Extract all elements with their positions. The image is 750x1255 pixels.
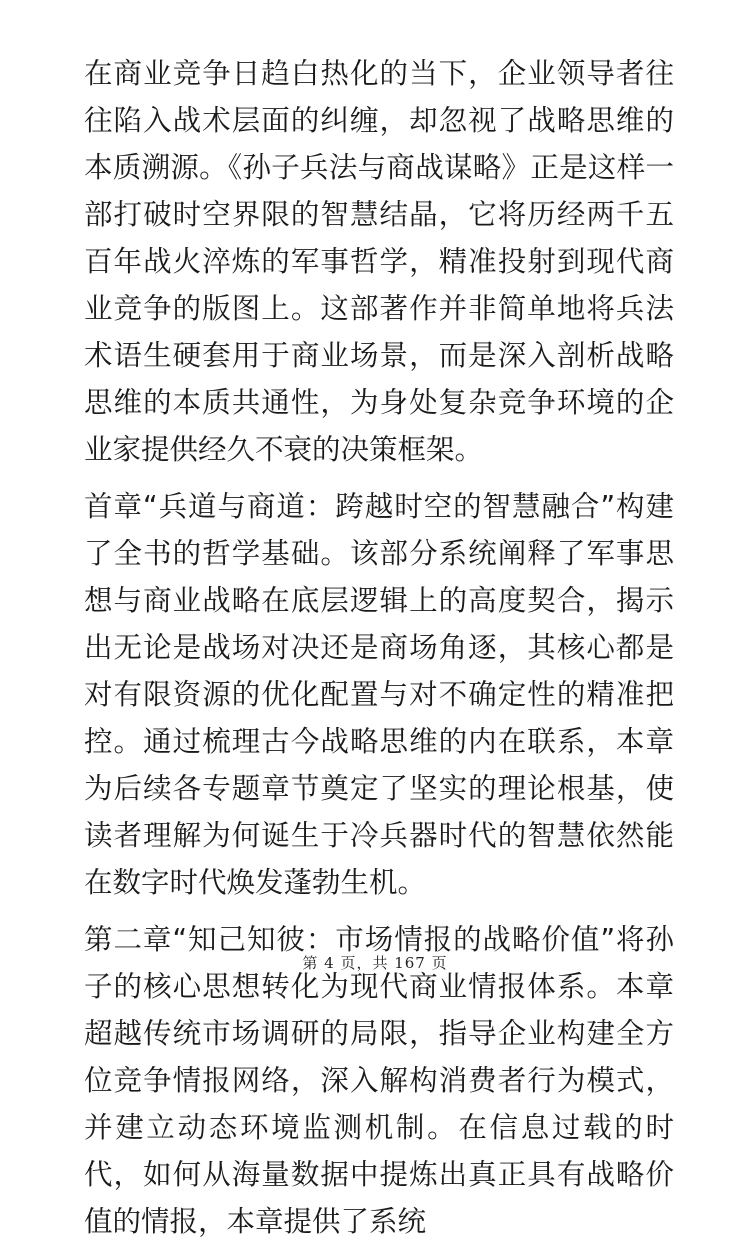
paragraph-intro: 在商业竞争日趋白热化的当下，企业领导者往往陷入战术层面的纠缠，却忽视了战略思维的本质溯源。《孙子兵法与商战谋略》正是这样一部打破时空界限的智慧结晶，它将历经两千五百年战火淬炼的军事哲学，精准投射到现代商业竞争的版图上。这部著作并非简单地将兵法术语生硬套用于商业场景，而是深入剖析战略思维的本质共通性，为身处复杂竞争环境的企业家提供经久不衰的决策框架。 <box>84 57 674 466</box>
paragraph-chapter-1: 首章“兵道与商道：跨越时空的智慧融合”构建了全书的哲学基础。该部分系统阐释了军事思想与商业战略在底层逻辑上的高度契合，揭示出无论是战场对决还是商场角逐，其核心都是对有限资源的优化配置与对不确定性的精准把控。通过梳理古今战略思维的内在联系，本章为后续各专题章节奠定了坚实的理论根基，使读者理解为何诞生于冷兵器时代的智慧依然能在数字时代焕发蓬勃生机。 <box>84 490 674 899</box>
paragraph-chapter-2: 第二章“知己知彼：市场情报的战略价值”将孙子的核心思想转化为现代商业情报体系。本章超越传统市场调研的局限，指导企业构建全方位竞争情报网络，深入解构消费者行为模式，并建立动态环境监测机制。在信息过载的时代，如何从海量数据中提炼出真正具有战略价值的情报，本章提供了系统 <box>84 923 674 1238</box>
body-text <box>84 50 674 1255</box>
page-number-footer: 第 4 页，共 167 页 <box>302 954 448 972</box>
